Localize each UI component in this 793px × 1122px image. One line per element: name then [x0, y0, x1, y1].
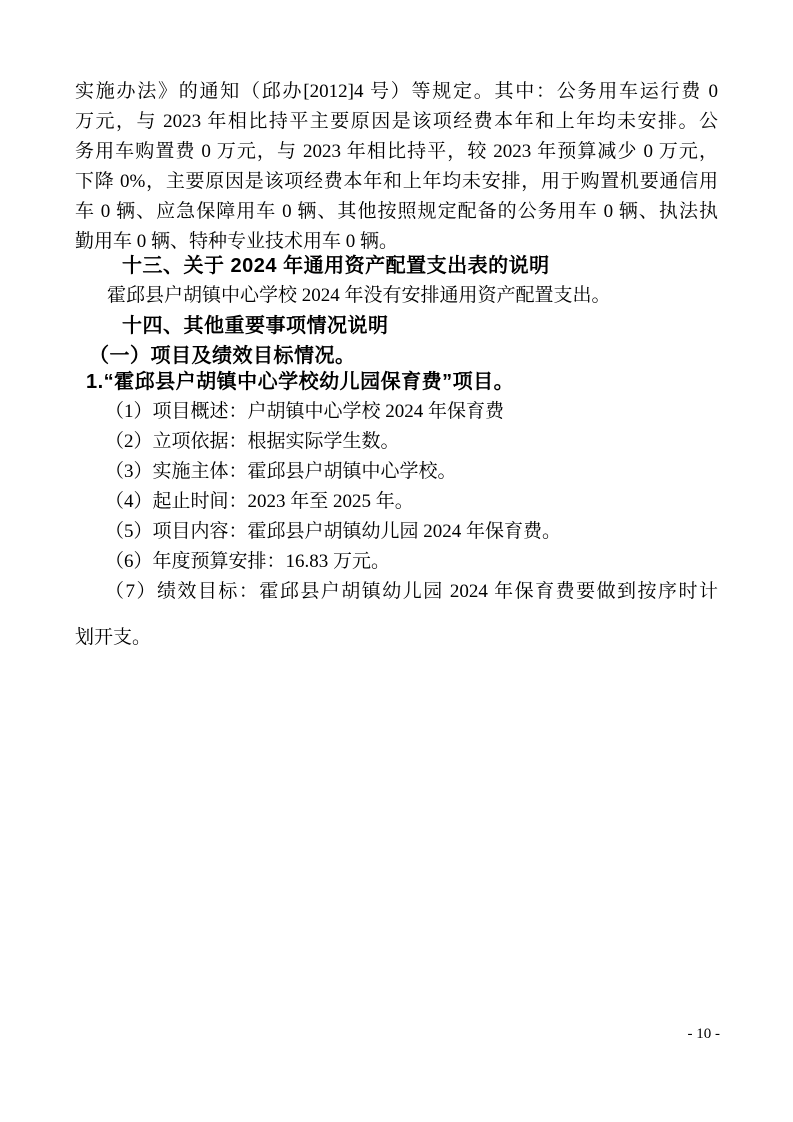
paragraph-line: 下降 0%，主要原因是该项经费本年和上年均未安排，用于购置机要通信用 — [75, 171, 718, 192]
project-item-7-line-1: （7）绩效目标：霍邱县户胡镇幼儿园 2024 年保育费要做到按序时计 — [105, 581, 718, 602]
section-14-subheading: （一）项目及绩效目标情况。 — [89, 345, 356, 367]
project-1-heading: 1.“霍邱县户胡镇中心学校幼儿园保育费”项目。 — [86, 371, 515, 393]
project-item-3: （3）实施主体：霍邱县户胡镇中心学校。 — [105, 461, 457, 482]
section-13-heading: 十三、关于 2024 年通用资产配置支出表的说明 — [122, 255, 550, 277]
document-content — [75, 77, 718, 653]
project-item-4: （4）起止时间：2023 年至 2025 年。 — [105, 491, 414, 512]
project-item-2: （2）立项依据：根据实际学生数。 — [105, 431, 400, 452]
page-number: - 10 - — [687, 1026, 720, 1042]
paragraph-line: 万元，与 2023 年相比持平主要原因是该项经费本年和上年均未安排。公 — [75, 111, 718, 132]
section-13-body: 霍邱县户胡镇中心学校 2024 年没有安排通用资产配置支出。 — [107, 285, 611, 306]
project-item-5: （5）项目内容：霍邱县户胡镇幼儿园 2024 年保育费。 — [105, 521, 562, 542]
paragraph-line: 务用车购置费 0 万元，与 2023 年相比持平，较 2023 年预算减少 0 万元， — [75, 141, 718, 162]
paragraph-line: 车 0 辆、应急保障用车 0 辆、其他按照规定配备的公务用车 0 辆、执法执 — [75, 201, 718, 222]
paragraph-line: 实施办法》的通知（邱办[2012]4 号）等规定。其中：公务用车运行费 0 — [75, 81, 718, 102]
project-item-6: （6）年度预算安排：16.83 万元。 — [105, 551, 391, 572]
project-item-1: （1）项目概述：户胡镇中心学校 2024 年保育费 — [105, 401, 505, 422]
project-item-7-line-2: 划开支。 — [75, 627, 152, 648]
section-14-heading: 十四、其他重要事项情况说明 — [122, 315, 389, 337]
paragraph-line: 勤用车 0 辆、特种专业技术用车 0 辆。 — [75, 231, 399, 252]
